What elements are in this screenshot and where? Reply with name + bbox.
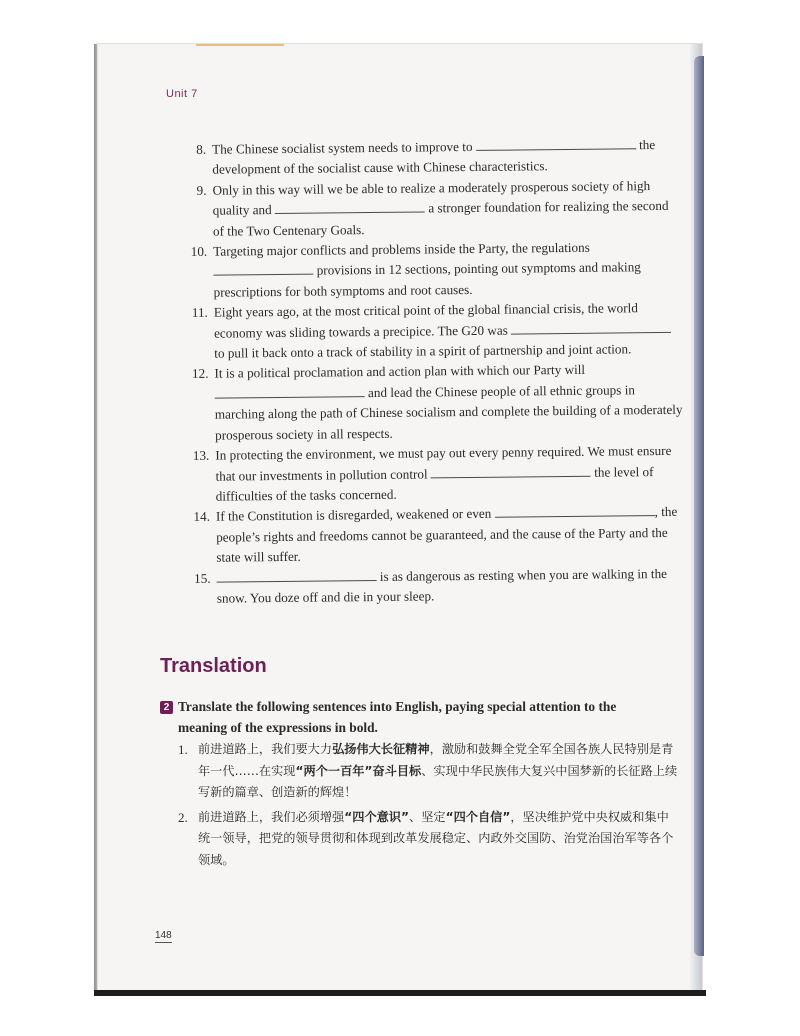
exercise-text: the development of the socialist cause with Chinese characteristics. xyxy=(212,137,656,178)
exercise-item-10 xyxy=(183,237,684,303)
exercise-text: In protecting the environment, we must pay out every penny required. We must ensure that our investments in pollution control xyxy=(215,442,672,484)
translation-item-2 xyxy=(178,807,678,872)
exercise-text: Targeting major conflicts and problems inside the Party, the regulations xyxy=(213,239,590,259)
translation-text: 、实现中华民族伟大复兴中国梦新的长征路上续写新的篇章、创造新的辉煌！ xyxy=(198,763,678,799)
exercise-number: 9. xyxy=(196,182,207,198)
exercise-text: provisions in 12 sections, pointing out symptoms and making prescriptions for both symptoms and root causes. xyxy=(213,259,641,300)
exercise-item-8 xyxy=(182,135,682,181)
task-instruction xyxy=(160,697,680,738)
exercise-number: 10. xyxy=(190,243,208,259)
exercise-text: Eight years ago, at the most critical point of the global financial crisis, the world economy was sliding towards a precipice. The G20 was xyxy=(213,300,638,341)
exercise-text: a stronger foundation for realizing the second of the Two Centenary Goals. xyxy=(212,198,669,239)
unit-label: Unit 7 xyxy=(166,88,198,100)
exercise-item-15 xyxy=(186,563,686,609)
exercise-number: 15. xyxy=(194,570,211,586)
exercise-text: the level of difficulties of the tasks concerned. xyxy=(215,463,654,504)
answer-blank[interactable] xyxy=(216,567,376,583)
section-title: Translation xyxy=(160,655,267,677)
answer-blank[interactable] xyxy=(511,319,671,335)
exercise-text: If the Constitution is disregarded, weakened or even xyxy=(215,506,495,524)
exercise-item-11 xyxy=(184,298,685,364)
bold-expression: “四个意识” xyxy=(344,809,410,824)
task-number-badge: 2 xyxy=(160,701,173,714)
exercise-text: The Chinese socialist system needs to improve to xyxy=(212,138,476,157)
exercise-number: 8. xyxy=(196,141,207,157)
exercise-text: Only in this way will we be able to realize a moderately prosperous society of high quality and xyxy=(212,177,651,218)
exercise-text: and lead the Chinese people of all ethnic groups in marching along the path of Chinese socialism and complete the building of a moderately prosperous society in all respects. xyxy=(214,382,683,443)
answer-blank[interactable] xyxy=(431,462,591,478)
exercise-text: , the people’s rights and freedoms cannot be guaranteed, and the cause of the Party and the state will suffer. xyxy=(216,504,678,565)
answer-blank[interactable] xyxy=(215,383,365,399)
bottom-dark-band xyxy=(94,990,706,996)
exercise-number: 14. xyxy=(193,509,211,525)
instruction-line-1: Translate the following sentences into English, paying special attention to the xyxy=(178,699,617,714)
translation-items xyxy=(178,739,678,874)
translation-text: 前进道路上，我们要大力 xyxy=(198,742,333,756)
page-number: 148 xyxy=(155,930,172,941)
exercise-item-13 xyxy=(185,441,686,507)
translation-item-1 xyxy=(178,739,678,804)
bold-expression: 弘扬伟大长征精神 xyxy=(332,742,430,756)
exercise-number: 11. xyxy=(191,304,208,321)
top-decorative-line xyxy=(196,44,284,46)
exercise-number: 12. xyxy=(191,366,209,382)
fill-in-blank-exercises xyxy=(182,135,687,610)
answer-blank[interactable] xyxy=(495,502,655,518)
exercise-text: It is a political proclamation and action plan with which our Party will xyxy=(214,362,586,382)
page-edge-tab xyxy=(694,56,704,956)
exercise-item-9 xyxy=(182,176,683,242)
instruction-line-2: meaning of the expressions in bold. xyxy=(178,719,378,735)
exercise-text: is as dangerous as resting when you are walking in the snow. You doze off and die in your sleep. xyxy=(216,565,668,606)
translation-number: 1. xyxy=(178,742,188,757)
answer-blank[interactable] xyxy=(275,199,425,215)
translation-text: 前进道路上，我们必须增强 xyxy=(198,809,345,824)
exercise-text: to pull it back onto a track of stability in a spirit of partnership and joint action. xyxy=(214,341,632,361)
bold-expression: “两个一百年”奋斗目标 xyxy=(295,763,422,778)
answer-blank[interactable] xyxy=(476,135,636,151)
exercise-item-12 xyxy=(184,359,685,446)
exercise-number: 13. xyxy=(192,447,210,463)
translation-text: ，激励和鼓舞全党全军全国各族人民特别是青年一代……在实现 xyxy=(198,742,674,778)
answer-blank[interactable] xyxy=(213,261,313,276)
exercise-item-14 xyxy=(186,502,687,568)
translation-text: ，坚决维护党中央权威和集中统一领导，把党的领导贯彻和体现到改革发展稳定、内政外交国防、治党治国治军等各个领域。 xyxy=(198,809,674,867)
bold-expression: “四个自信” xyxy=(445,809,511,824)
translation-number: 2. xyxy=(178,809,188,825)
translation-text: 、坚定 xyxy=(409,809,446,824)
